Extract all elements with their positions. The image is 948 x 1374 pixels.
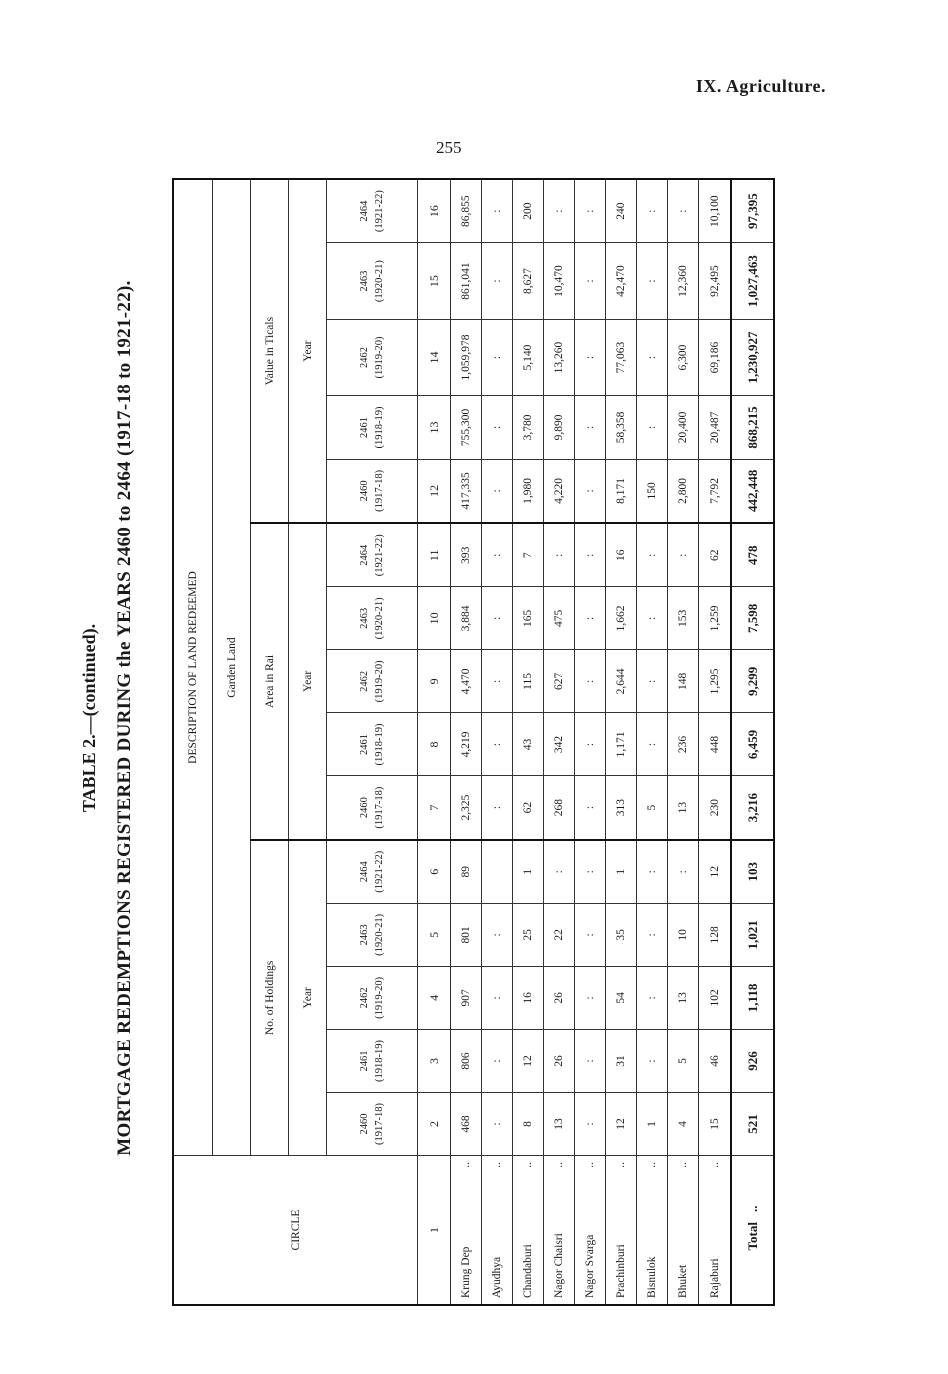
table-cell: 393: [451, 523, 482, 587]
table-cell: :: [482, 650, 513, 713]
column-number: 12: [418, 459, 451, 523]
table-cell: 806: [451, 1029, 482, 1092]
table-cell: :: [668, 179, 699, 243]
year-ad: (1917-18): [374, 1102, 386, 1145]
table-cell: 150: [637, 459, 668, 523]
table-cell: 1,259: [699, 587, 731, 650]
total-cell: 1,021: [731, 903, 774, 966]
table-cell: 4,220: [544, 459, 575, 523]
table-row: [544, 179, 575, 1305]
table-cell: [482, 840, 513, 904]
table-cell: 230: [699, 776, 731, 840]
column-number: 15: [418, 243, 451, 319]
table-cell: 1: [637, 1092, 668, 1155]
table-cell: :: [637, 587, 668, 650]
table-cell: 20,400: [668, 396, 699, 459]
year-be: 2461: [359, 416, 371, 438]
table-cell: 128: [699, 903, 731, 966]
garden-land-header: Garden Land: [213, 179, 251, 1156]
table-cell: :: [668, 523, 699, 587]
area-header: Area in Rai: [251, 523, 289, 840]
column-number: 6: [418, 840, 451, 904]
table-row: [451, 179, 482, 1305]
leader-dots: ..: [677, 1162, 690, 1168]
circle-header: CIRCLE: [173, 1156, 418, 1306]
year-ad: (1919-20): [374, 976, 386, 1019]
table-cell: 12: [699, 840, 731, 904]
column-number: 13: [418, 396, 451, 459]
year-header-cell: [327, 1029, 418, 1092]
table-row: [482, 179, 513, 1305]
table-cell: 861,041: [451, 243, 482, 319]
year-ad: (1917-18): [374, 469, 386, 512]
column-number: 4: [418, 966, 451, 1029]
table-cell: :: [637, 650, 668, 713]
table-cell: 7,792: [699, 459, 731, 523]
circle-label: Bhuket: [677, 1264, 690, 1298]
table-cell: :: [544, 523, 575, 587]
table-cell: 102: [699, 966, 731, 1029]
table-cell: 448: [699, 713, 731, 776]
year-ad: (1918-19): [374, 723, 386, 766]
table-cell: 4,219: [451, 713, 482, 776]
table-cell: 15: [699, 1092, 731, 1155]
table-row: [699, 179, 731, 1305]
circle-label: Rajaburi: [708, 1258, 721, 1298]
year-header-cell: [327, 1092, 418, 1155]
table-cell: :: [637, 713, 668, 776]
value-year-header: Year: [289, 179, 327, 523]
table-cell: 4,470: [451, 650, 482, 713]
table-row: [668, 179, 699, 1305]
year-header-cell: [327, 840, 418, 904]
table-cell: 240: [606, 179, 637, 243]
year-be: 2462: [359, 987, 371, 1009]
year-ad: (1920-21): [374, 913, 386, 956]
table-cell: 9,890: [544, 396, 575, 459]
table-cell: :: [668, 840, 699, 904]
year-be: 2463: [359, 924, 371, 946]
table-cell: 1,662: [606, 587, 637, 650]
circle-name: [451, 1156, 482, 1306]
table-cell: :: [637, 1029, 668, 1092]
column-number-row: [418, 179, 451, 1305]
table-cell: :: [482, 523, 513, 587]
year-header-cell: [327, 243, 418, 319]
leader-dots: ..: [553, 1162, 566, 1168]
column-number: 10: [418, 587, 451, 650]
circle-label: Ayudhya: [491, 1256, 504, 1298]
year-ad: (1918-19): [374, 406, 386, 449]
total-cell: 1,230,927: [731, 319, 774, 395]
circle-name: [699, 1156, 731, 1306]
total-row: [731, 179, 774, 1305]
year-be: 2461: [359, 1050, 371, 1072]
table-cell: :: [637, 179, 668, 243]
area-year-header: Year: [289, 523, 327, 840]
year-ad: (1918-19): [374, 1039, 386, 1082]
circle-name: [606, 1156, 637, 1306]
total-cell: 1,118: [731, 966, 774, 1029]
circle-label: Prachinburi: [615, 1244, 628, 1298]
total-cell: 6,459: [731, 713, 774, 776]
year-ad: (1919-20): [374, 660, 386, 703]
circle-name: [668, 1156, 699, 1306]
year-be: 2460: [359, 480, 371, 502]
table-cell: :: [482, 179, 513, 243]
table-cell: 5,140: [513, 319, 544, 395]
table-cell: 3,780: [513, 396, 544, 459]
circle-name: [513, 1156, 544, 1306]
table-cell: 12,360: [668, 243, 699, 319]
total-cell: 1,027,463: [731, 243, 774, 319]
table-row: [575, 179, 606, 1305]
year-ad: (1921-22): [374, 190, 386, 233]
table-cell: 12: [606, 1092, 637, 1155]
table-cell: :: [637, 840, 668, 904]
table-cell: 46: [699, 1029, 731, 1092]
circle-name: [482, 1156, 513, 1306]
total-cell: 926: [731, 1029, 774, 1092]
leader-dots: ..: [584, 1162, 597, 1168]
table-cell: 268: [544, 776, 575, 840]
circle-name: [637, 1156, 668, 1306]
total-cell: 7,598: [731, 587, 774, 650]
table-cell: 13: [668, 966, 699, 1029]
circle-name: [575, 1156, 606, 1306]
table-cell: :: [575, 650, 606, 713]
leader-dots: ..: [522, 1162, 535, 1168]
table-cell: 313: [606, 776, 637, 840]
year-be: 2461: [359, 733, 371, 755]
year-ad: (1917-18): [374, 786, 386, 829]
leader-dots: ..: [460, 1162, 473, 1168]
leader-dots: ..: [491, 1162, 504, 1168]
table-cell: :: [544, 179, 575, 243]
holdings-header: No. of Holdings: [251, 840, 289, 1156]
table-cell: 468: [451, 1092, 482, 1155]
table-cell: :: [575, 396, 606, 459]
table-row: [637, 179, 668, 1305]
table-cell: 54: [606, 966, 637, 1029]
total-label: Total: [744, 1222, 760, 1251]
table-cell: :: [637, 966, 668, 1029]
year-header-cell: [327, 903, 418, 966]
table-cell: 69,186: [699, 319, 731, 395]
table-cell: 5: [637, 776, 668, 840]
year-row: [327, 179, 418, 1305]
total-cell: 3,216: [731, 776, 774, 840]
page-header: IX. Agriculture.: [695, 76, 826, 96]
year-header-cell: [327, 713, 418, 776]
table-cell: :: [575, 587, 606, 650]
leader-dots: ..: [744, 1205, 760, 1213]
circle-name: [544, 1156, 575, 1306]
table-cell: 43: [513, 713, 544, 776]
circle-label: Nagor Svarga: [584, 1234, 597, 1298]
table-cell: 6,300: [668, 319, 699, 395]
column-number: 1: [418, 1156, 451, 1306]
table-cell: 3,884: [451, 587, 482, 650]
table-cell: 2,644: [606, 650, 637, 713]
table-cell: 20,487: [699, 396, 731, 459]
value-header: Value in Ticals: [251, 179, 289, 523]
table-cell: 236: [668, 713, 699, 776]
table-cell: :: [482, 903, 513, 966]
table-cell: :: [637, 319, 668, 395]
total-cell: 97,395: [731, 179, 774, 243]
column-number: 11: [418, 523, 451, 587]
table-cell: 1,295: [699, 650, 731, 713]
table-cell: 13: [544, 1092, 575, 1155]
circle-label: Bisnulok: [646, 1256, 659, 1298]
table-cell: 5: [668, 1029, 699, 1092]
table-cell: :: [575, 523, 606, 587]
table-cell: 25: [513, 903, 544, 966]
table-cell: 755,300: [451, 396, 482, 459]
year-header-cell: [327, 319, 418, 395]
total-cell: 103: [731, 840, 774, 904]
year-be: 2460: [359, 797, 371, 819]
table-cell: :: [482, 319, 513, 395]
year-be: 2463: [359, 607, 371, 629]
total-label-cell: [731, 1156, 774, 1306]
total-cell: 521: [731, 1092, 774, 1155]
column-number: 14: [418, 319, 451, 395]
table-cell: 4: [668, 1092, 699, 1155]
table-cell: :: [575, 319, 606, 395]
table-cell: :: [482, 587, 513, 650]
year-be: 2464: [359, 200, 371, 222]
table-cell: 1: [513, 840, 544, 904]
table-cell: 7: [513, 523, 544, 587]
table-cell: :: [544, 840, 575, 904]
year-be: 2463: [359, 270, 371, 292]
column-number: 5: [418, 903, 451, 966]
year-header-cell: [327, 459, 418, 523]
table-cell: :: [482, 1029, 513, 1092]
table-cell: :: [575, 1029, 606, 1092]
table-cell: :: [575, 179, 606, 243]
table-body: [451, 179, 731, 1305]
table-cell: 22: [544, 903, 575, 966]
year-header-cell: [327, 966, 418, 1029]
table-cell: 10: [668, 903, 699, 966]
circle-label: Chandaburi: [522, 1244, 535, 1298]
table-cell: 13,260: [544, 319, 575, 395]
table-cell: 342: [544, 713, 575, 776]
table-cell: 62: [699, 523, 731, 587]
holdings-year-header: Year: [289, 840, 327, 1156]
table-cell: :: [575, 776, 606, 840]
table-cell: :: [575, 1092, 606, 1155]
leader-dots: ..: [646, 1162, 659, 1168]
table-cell: 801: [451, 903, 482, 966]
mortgage-redemptions-table-wrap: [172, 178, 775, 1306]
table-cell: :: [637, 523, 668, 587]
column-number: 7: [418, 776, 451, 840]
year-be: 2464: [359, 544, 371, 566]
table-cell: 8,627: [513, 243, 544, 319]
table-cell: 627: [544, 650, 575, 713]
table-cell: :: [482, 459, 513, 523]
mortgage-redemptions-table: [172, 178, 775, 1306]
table-cell: :: [482, 243, 513, 319]
table-cell: 2,800: [668, 459, 699, 523]
year-ad: (1919-20): [374, 336, 386, 379]
year-be: 2464: [359, 861, 371, 883]
table-cell: 77,063: [606, 319, 637, 395]
table-cell: 1: [606, 840, 637, 904]
table-cell: 16: [606, 523, 637, 587]
total-cell: 9,299: [731, 650, 774, 713]
table-cell: :: [482, 966, 513, 1029]
table-cell: 907: [451, 966, 482, 1029]
table-cell: 165: [513, 587, 544, 650]
table-cell: :: [637, 396, 668, 459]
table-cell: 148: [668, 650, 699, 713]
year-ad: (1920-21): [374, 260, 386, 303]
column-number: 8: [418, 713, 451, 776]
table-cell: 58,358: [606, 396, 637, 459]
total-cell: 478: [731, 523, 774, 587]
table-cell: 10,470: [544, 243, 575, 319]
table-cell: :: [482, 1092, 513, 1155]
table-cell: :: [575, 840, 606, 904]
table-cell: 13: [668, 776, 699, 840]
table-row: [513, 179, 544, 1305]
column-number: 3: [418, 1029, 451, 1092]
table-cell: :: [482, 776, 513, 840]
column-number: 2: [418, 1092, 451, 1155]
table-cell: 12: [513, 1029, 544, 1092]
table-cell: 417,335: [451, 459, 482, 523]
table-cell: 115: [513, 650, 544, 713]
year-header-cell: [327, 179, 418, 243]
table-cell: 2,325: [451, 776, 482, 840]
year-header-cell: [327, 396, 418, 459]
table-cell: 1,171: [606, 713, 637, 776]
table-cell: :: [575, 713, 606, 776]
description-header: DESCRIPTION OF LAND REDEEMED: [173, 179, 213, 1156]
table-cell: 153: [668, 587, 699, 650]
year-ad: (1921-22): [374, 534, 386, 577]
table-titles: [68, 258, 140, 1178]
year-be: 2462: [359, 670, 371, 692]
table-cell: :: [575, 243, 606, 319]
table-subtitle: MORTGAGE REDEMPTIONS REGISTERED DURING the YEARS 2460 to 2464 (1917-18 to 1921-22).: [114, 280, 135, 1156]
year-header-cell: [327, 776, 418, 840]
table-cell: :: [482, 396, 513, 459]
circle-label: Krung Dep: [460, 1246, 473, 1298]
year-ad: (1920-21): [374, 597, 386, 640]
table-cell: :: [637, 903, 668, 966]
circle-label: Nagor Chaisri: [553, 1233, 566, 1298]
page-number: 255: [436, 138, 462, 157]
year-header-cell: [327, 587, 418, 650]
table-cell: :: [575, 966, 606, 1029]
table-cell: 8,171: [606, 459, 637, 523]
total-cell: 868,215: [731, 396, 774, 459]
table-cell: :: [482, 713, 513, 776]
table-cell: 86,855: [451, 179, 482, 243]
table-cell: 475: [544, 587, 575, 650]
table-title: TABLE 2.—(continued).: [79, 623, 99, 813]
table-cell: :: [575, 903, 606, 966]
table-row: [606, 179, 637, 1305]
column-number: 16: [418, 179, 451, 243]
table-cell: 31: [606, 1029, 637, 1092]
table-cell: 10,100: [699, 179, 731, 243]
column-number: 9: [418, 650, 451, 713]
table-cell: 92,495: [699, 243, 731, 319]
table-cell: 26: [544, 966, 575, 1029]
table-cell: 89: [451, 840, 482, 904]
table-cell: :: [637, 243, 668, 319]
table-cell: 42,470: [606, 243, 637, 319]
year-be: 2460: [359, 1113, 371, 1135]
table-cell: :: [575, 459, 606, 523]
leader-dots: ..: [615, 1162, 628, 1168]
table-cell: 16: [513, 966, 544, 1029]
year-ad: (1921-22): [374, 850, 386, 893]
table-cell: 1,059,978: [451, 319, 482, 395]
leader-dots: ..: [708, 1162, 721, 1168]
year-be: 2462: [359, 347, 371, 369]
table-cell: 200: [513, 179, 544, 243]
table-cell: 62: [513, 776, 544, 840]
table-cell: 1,980: [513, 459, 544, 523]
table-cell: 8: [513, 1092, 544, 1155]
table-cell: 35: [606, 903, 637, 966]
year-header-cell: [327, 650, 418, 713]
total-cell: 442,448: [731, 459, 774, 523]
year-header-cell: [327, 523, 418, 587]
table-cell: 26: [544, 1029, 575, 1092]
